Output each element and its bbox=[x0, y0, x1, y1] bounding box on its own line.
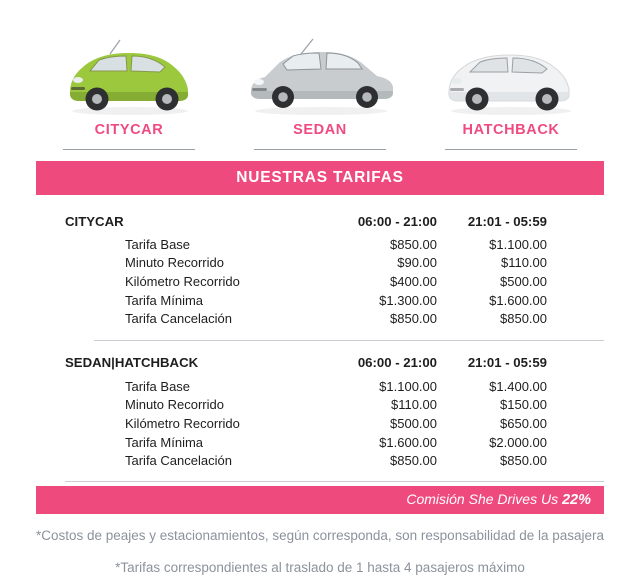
price-day: $850.00 bbox=[390, 311, 437, 327]
price-night: $150.00 bbox=[500, 397, 547, 413]
price-night: $1.600.00 bbox=[489, 292, 547, 308]
section-name: SEDAN|HATCHBACK bbox=[65, 355, 199, 371]
price-night: $2.000.00 bbox=[489, 434, 547, 450]
hatchback-underline bbox=[445, 149, 577, 150]
citycar-label: CITYCAR bbox=[94, 122, 164, 138]
footnote-tolls: *Costos de peajes y estacionamientos, según corresponda, son responsabilidad de la pasajera bbox=[35, 527, 605, 543]
tariff-row bbox=[65, 309, 547, 328]
commission-bar bbox=[36, 486, 604, 514]
citycar-rows bbox=[65, 235, 547, 328]
price-day: $90.00 bbox=[397, 255, 437, 271]
hatchback-illustration bbox=[435, 32, 587, 118]
citycar-illustration bbox=[54, 32, 204, 118]
tariff-row bbox=[65, 377, 547, 396]
footnote-passengers: *Tarifas correspondientes al traslado de 1 hasta 4 pasajeros máximo bbox=[115, 559, 525, 575]
tariff-row bbox=[65, 235, 547, 254]
tariff-label: Kilómetro Recorrido bbox=[125, 273, 240, 289]
tariff-row bbox=[65, 272, 547, 291]
tariffs-banner bbox=[36, 161, 604, 195]
price-day: $500.00 bbox=[390, 415, 437, 431]
night-column-header: 21:01 - 05:59 bbox=[467, 355, 547, 371]
tariff-label: Tarifa Mínima bbox=[125, 292, 204, 308]
price-day: $110.00 bbox=[390, 397, 437, 413]
price-day: $1.300.00 bbox=[379, 292, 437, 308]
sedan-hatchback-rows bbox=[65, 377, 547, 470]
tariff-row bbox=[65, 433, 547, 452]
sedan-label-col bbox=[227, 122, 413, 150]
citycar-image bbox=[36, 30, 222, 118]
section-header-sedan-hatchback bbox=[65, 353, 547, 373]
price-night: $1.400.00 bbox=[489, 378, 547, 394]
price-night: $110.00 bbox=[500, 255, 547, 271]
tariff-label: Tarifa Mínima bbox=[125, 434, 204, 450]
price-day: $1.100.00 bbox=[379, 378, 437, 394]
tariff-row bbox=[65, 414, 547, 433]
price-night: $650.00 bbox=[500, 415, 547, 431]
sedan-image bbox=[227, 30, 413, 118]
price-day: $1.600.00 bbox=[379, 434, 437, 450]
sedan-illustration bbox=[241, 32, 399, 118]
tariff-label: Tarifa Base bbox=[125, 378, 191, 394]
sedan-label: SEDAN bbox=[293, 122, 347, 138]
commission-text bbox=[406, 491, 591, 508]
commission-percent: 22% bbox=[561, 492, 591, 509]
tariff-label: Tarifa Base bbox=[125, 236, 191, 252]
price-night: $1.100.00 bbox=[489, 236, 547, 252]
price-day: $850.00 bbox=[390, 236, 437, 252]
sedan-underline bbox=[254, 149, 386, 150]
price-day: $850.00 bbox=[390, 453, 437, 469]
section-divider bbox=[94, 340, 604, 341]
tariffs-banner-title: NUESTRAS TARIFAS bbox=[236, 169, 404, 186]
tariff-label: Minuto Recorrido bbox=[125, 397, 224, 413]
bottom-divider bbox=[65, 481, 604, 482]
car-labels-row bbox=[36, 122, 604, 150]
tariff-row bbox=[65, 396, 547, 415]
price-day: $400.00 bbox=[390, 273, 437, 289]
citycar-underline bbox=[63, 149, 195, 150]
day-column-header: 06:00 - 21:00 bbox=[357, 355, 437, 371]
tariff-row bbox=[65, 254, 547, 273]
tariff-label: Tarifa Cancelación bbox=[125, 311, 232, 327]
commission-prefix: Comisión She Drives Us bbox=[406, 491, 562, 508]
section-header-citycar bbox=[65, 211, 547, 231]
price-night: $500.00 bbox=[500, 273, 547, 289]
day-column-header: 06:00 - 21:00 bbox=[357, 213, 437, 229]
tariff-row bbox=[65, 451, 547, 470]
tariff-label: Tarifa Cancelación bbox=[125, 453, 232, 469]
price-night: $850.00 bbox=[500, 311, 547, 327]
price-night: $850.00 bbox=[500, 453, 547, 469]
cars-row bbox=[36, 30, 604, 118]
tariff-label: Kilómetro Recorrido bbox=[125, 415, 240, 431]
hatchback-label: HATCHBACK bbox=[462, 122, 560, 138]
hatchback-label-col bbox=[418, 122, 604, 150]
tariff-table bbox=[65, 211, 547, 470]
section-name: CITYCAR bbox=[65, 213, 124, 229]
tariff-label: Minuto Recorrido bbox=[125, 255, 224, 271]
citycar-label-col bbox=[36, 122, 222, 150]
hatchback-image bbox=[418, 30, 604, 118]
night-column-header: 21:01 - 05:59 bbox=[467, 213, 547, 229]
tariff-row bbox=[65, 291, 547, 310]
